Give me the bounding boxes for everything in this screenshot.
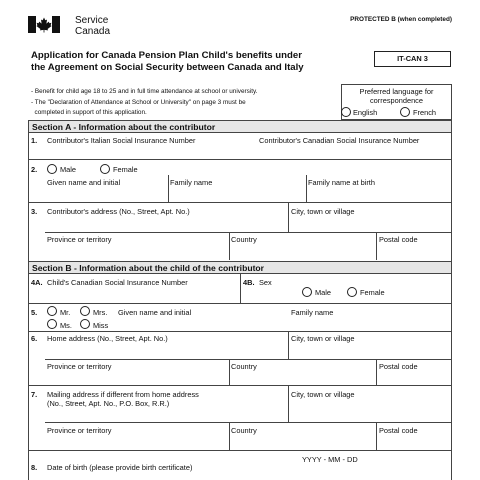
contributor-female-label: Female (113, 165, 138, 174)
form-title-line2: the Agreement on Social Security between Canada and Italy (31, 61, 304, 73)
contributor-given-name-input[interactable] (45, 188, 165, 200)
mailing-country-input[interactable] (231, 436, 374, 448)
divider (45, 422, 452, 423)
contributor-female-radio[interactable] (100, 164, 110, 174)
protected-label: PROTECTED B (when completed) (350, 16, 452, 23)
child-family-name-input[interactable] (291, 318, 448, 330)
child-female-radio[interactable] (347, 287, 357, 297)
divider (45, 359, 452, 360)
miss-radio[interactable] (80, 319, 90, 329)
contributor-postal-input[interactable] (379, 246, 449, 258)
note-2a: - The "Declaration of Attendance at School or University" on page 3 must be (31, 99, 246, 106)
contributor-birth-name-input[interactable] (308, 188, 448, 200)
divider (28, 450, 452, 451)
q7-number: 7. (31, 390, 38, 399)
form-left-border (28, 133, 29, 480)
french-radio[interactable] (400, 107, 410, 117)
language-label-2: correspondence (369, 96, 423, 105)
q5-number: 5. (31, 308, 38, 317)
home-province-input[interactable] (45, 372, 227, 384)
child-given-name-label: Given name and initial (118, 308, 192, 317)
form-title (31, 50, 304, 73)
q3-number: 3. (31, 207, 38, 216)
q1-number: 1. (31, 136, 38, 145)
ms-label: Ms. (60, 321, 72, 330)
home-address-input[interactable] (45, 345, 285, 357)
ms-radio[interactable] (47, 319, 57, 329)
q2-number: 2. (31, 165, 38, 174)
contributor-country-label: Country (231, 235, 257, 244)
q6-number: 6. (31, 334, 38, 343)
divider (28, 202, 452, 203)
mailing-address-label-1: Mailing address if different from home address (47, 390, 199, 399)
date-format-label: YYYY - MM - DD (302, 455, 358, 464)
date-of-birth-input[interactable] (296, 464, 376, 476)
mailing-country-label: Country (231, 426, 257, 435)
english-radio[interactable] (341, 107, 351, 117)
child-male-label: Male (315, 288, 332, 297)
divider (288, 203, 289, 232)
mailing-city-label: City, town or village (291, 390, 355, 399)
q4b-number: 4B. (243, 278, 255, 287)
mailing-postal-label: Postal code (379, 426, 418, 435)
contributor-postal-label: Postal code (379, 235, 418, 244)
contributor-address-input[interactable] (45, 218, 285, 230)
canada-flag-logo (28, 16, 60, 33)
mr-label: Mr. (60, 308, 71, 317)
form-id-box (374, 51, 451, 67)
canadian-sin-input[interactable] (257, 146, 447, 158)
contributor-male-label: Male (60, 165, 77, 174)
home-city-input[interactable] (291, 345, 448, 357)
contributor-family-name-input[interactable] (170, 188, 304, 200)
divider (45, 232, 452, 233)
section-b-header (28, 261, 452, 274)
language-label-1: Preferred language for (359, 87, 434, 96)
q1-italian-label: Contributor's Italian Social Insurance Number (47, 136, 196, 145)
mr-radio[interactable] (47, 306, 57, 316)
mailing-postal-input[interactable] (379, 436, 449, 448)
divider (288, 331, 289, 359)
child-family-name-label: Family name (291, 308, 334, 317)
home-country-input[interactable] (231, 372, 374, 384)
child-sex-label: Sex (259, 278, 272, 287)
divider (240, 274, 241, 303)
family-name-label: Family name (170, 178, 213, 187)
home-postal-input[interactable] (379, 372, 449, 384)
department-name (75, 16, 110, 37)
contributor-city-label: City, town or village (291, 207, 355, 216)
section-b-title: Section B - Information about the child of the contributor (32, 263, 265, 273)
section-a-header (28, 120, 452, 133)
maple-leaf-icon (28, 16, 60, 33)
mrs-label: Mrs. (93, 308, 108, 317)
contributor-male-radio[interactable] (47, 164, 57, 174)
divider (28, 331, 452, 332)
note-2b: completed in support of this application. (31, 109, 147, 116)
form-id: IT-CAN 3 (397, 54, 428, 63)
contributor-province-label: Province or territory (47, 235, 112, 244)
contributor-city-input[interactable] (291, 218, 448, 230)
mailing-province-input[interactable] (45, 436, 227, 448)
divider (28, 385, 452, 386)
divider (168, 175, 169, 202)
q8-number: 8. (31, 463, 38, 472)
home-province-label: Province or territory (47, 362, 112, 371)
divider (229, 232, 230, 260)
home-postal-label: Postal code (379, 362, 418, 371)
contributor-address-label: Contributor's address (No., Street, Apt. No.) (47, 207, 190, 216)
divider (376, 359, 377, 385)
divider (229, 422, 230, 450)
french-label: French (413, 108, 437, 117)
mailing-address-label-2: (No., Street, Apt. No., P.O. Box, R.R.) (47, 399, 170, 408)
child-given-name-input[interactable] (116, 318, 286, 330)
child-sin-input[interactable] (45, 289, 237, 301)
child-sin-label: Child's Canadian Social Insurance Number (47, 278, 188, 287)
q4a-number: 4A. (31, 278, 43, 287)
divider (28, 303, 452, 304)
department-name-en: Service (75, 15, 109, 26)
home-country-label: Country (231, 362, 257, 371)
department-name-fr: Canada (75, 25, 111, 37)
mailing-province-label: Province or territory (47, 426, 112, 435)
q1-canadian-label: Contributor's Canadian Social Insurance Number (259, 136, 420, 145)
section-a-title: Section A - Information about the contributor (32, 122, 216, 132)
given-name-label: Given name and initial (47, 178, 121, 187)
divider (288, 386, 289, 422)
miss-label: Miss (93, 321, 109, 330)
form-right-border (451, 133, 452, 480)
family-name-birth-label: Family name at birth (308, 178, 375, 187)
english-label: English (353, 108, 378, 117)
divider (306, 175, 307, 202)
child-female-label: Female (360, 288, 385, 297)
divider (229, 359, 230, 385)
mailing-address-input[interactable] (45, 409, 285, 421)
mrs-radio[interactable] (80, 306, 90, 316)
date-of-birth-label: Date of birth (please provide birth certificate) (47, 463, 193, 472)
form-title-line1: Application for Canada Pension Plan Child's benefits under (31, 50, 302, 61)
mailing-city-input[interactable] (291, 402, 448, 420)
home-city-label: City, town or village (291, 334, 355, 343)
contributor-province-input[interactable] (45, 246, 227, 258)
note-1: - Benefit for child age 18 to 25 and in full time attendance at school or university. (31, 88, 258, 95)
child-male-radio[interactable] (302, 287, 312, 297)
divider (376, 422, 377, 450)
divider (376, 232, 377, 260)
contributor-country-input[interactable] (231, 246, 374, 258)
divider (28, 159, 452, 160)
home-address-label: Home address (No., Street, Apt. No.) (47, 334, 168, 343)
italian-sin-input[interactable] (45, 146, 245, 158)
